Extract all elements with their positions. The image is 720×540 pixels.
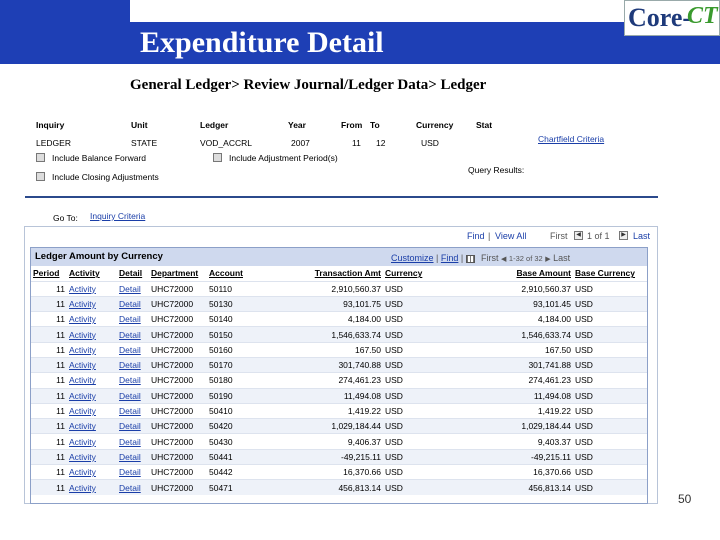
cell-base-currency: USD xyxy=(573,388,647,403)
cell-base-amount: 1,419.22 xyxy=(441,403,573,418)
cell-department: UHC72000 xyxy=(149,403,207,418)
cell-transaction-amt: 1,419.22 xyxy=(259,403,383,418)
detail-link[interactable]: Detail xyxy=(117,281,149,296)
logo-core-text: Core- xyxy=(628,3,692,32)
value-currency: USD xyxy=(421,138,439,148)
balance-forward-label: Include Balance Forward xyxy=(52,153,147,163)
grid-tools: Customize | Find | xyxy=(391,253,475,263)
cell-base-currency: USD xyxy=(573,296,647,311)
detail-link[interactable]: Detail xyxy=(117,296,149,311)
cell-department: UHC72000 xyxy=(149,449,207,464)
header-inquiry: Inquiry xyxy=(36,120,65,130)
activity-link[interactable]: Activity xyxy=(67,434,117,449)
value-to: 12 xyxy=(376,138,386,148)
table-header-row xyxy=(31,266,647,281)
logo-ct-text: CT xyxy=(687,3,718,29)
next-arrow-icon[interactable]: ▶ xyxy=(619,231,628,240)
col-account[interactable]: Account xyxy=(207,266,259,281)
cell-department: UHC72000 xyxy=(149,480,207,495)
activity-link[interactable]: Activity xyxy=(67,449,117,464)
cell-base-amount: 4,184.00 xyxy=(441,312,573,327)
slide-left-accent xyxy=(0,0,130,64)
grid-title: Ledger Amount by Currency xyxy=(35,251,163,262)
grid-next-icon[interactable]: ▶ xyxy=(545,256,551,263)
detail-link[interactable]: Detail xyxy=(117,449,149,464)
cell-base-currency: USD xyxy=(573,449,647,464)
header-to: To xyxy=(370,120,380,130)
detail-link[interactable]: Detail xyxy=(117,327,149,342)
activity-link[interactable]: Activity xyxy=(67,357,117,372)
cell-department: UHC72000 xyxy=(149,388,207,403)
closing-adjustments-label: Include Closing Adjustments xyxy=(52,172,159,182)
activity-link[interactable]: Activity xyxy=(67,480,117,495)
cell-period: 11 xyxy=(31,419,67,434)
cell-department: UHC72000 xyxy=(149,327,207,342)
cell-currency: USD xyxy=(383,449,441,464)
col-base-currency[interactable]: Base Currency xyxy=(573,266,647,281)
cell-currency: USD xyxy=(383,465,441,480)
table-row xyxy=(31,312,647,327)
breadcrumb: General Ledger> Review Journal/Ledger Data> Ledger xyxy=(130,77,487,93)
cell-period: 11 xyxy=(31,480,67,495)
header-year: Year xyxy=(288,120,306,130)
cell-department: UHC72000 xyxy=(149,342,207,357)
detail-link[interactable]: Detail xyxy=(117,434,149,449)
col-currency[interactable]: Currency xyxy=(383,266,441,281)
cell-base-currency: USD xyxy=(573,480,647,495)
cell-base-amount: 1,546,633.74 xyxy=(441,327,573,342)
cell-period: 11 xyxy=(31,403,67,418)
table-row xyxy=(31,296,647,311)
section-divider xyxy=(25,196,658,198)
page-number: 50 xyxy=(678,492,692,506)
value-ledger: VOD_ACCRL xyxy=(200,138,252,148)
cell-currency: USD xyxy=(383,327,441,342)
balance-forward-checkbox[interactable] xyxy=(36,153,45,162)
cell-transaction-amt: 456,813.14 xyxy=(259,480,383,495)
table-row xyxy=(31,373,647,388)
cell-account: 50190 xyxy=(207,388,259,403)
chartfield-criteria-link[interactable]: Chartfield Criteria xyxy=(538,134,605,144)
customize-link[interactable]: Customize xyxy=(391,253,434,263)
cell-currency: USD xyxy=(383,373,441,388)
cell-transaction-amt: -49,215.11 xyxy=(259,449,383,464)
cell-department: UHC72000 xyxy=(149,281,207,296)
cell-transaction-amt: 16,370.66 xyxy=(259,465,383,480)
table-row xyxy=(31,403,647,418)
cell-base-currency: USD xyxy=(573,434,647,449)
detail-link[interactable]: Detail xyxy=(117,312,149,327)
col-period[interactable]: Period xyxy=(31,266,67,281)
table-row xyxy=(31,465,647,480)
cell-base-amount: 456,813.14 xyxy=(441,480,573,495)
download-icon[interactable] xyxy=(466,255,475,263)
cell-base-amount: -49,215.11 xyxy=(441,449,573,464)
cell-account: 50441 xyxy=(207,449,259,464)
cell-base-amount: 16,370.66 xyxy=(441,465,573,480)
table-row xyxy=(31,357,647,372)
cell-period: 11 xyxy=(31,296,67,311)
cell-currency: USD xyxy=(383,419,441,434)
grid-pager xyxy=(481,253,570,263)
slide-title: Expenditure Detail xyxy=(140,26,384,59)
value-from: 11 xyxy=(352,138,361,148)
cell-base-currency: USD xyxy=(573,327,647,342)
cell-transaction-amt: 9,406.37 xyxy=(259,434,383,449)
activity-link[interactable]: Activity xyxy=(67,373,117,388)
cell-transaction-amt: 11,494.08 xyxy=(259,388,383,403)
cell-base-currency: USD xyxy=(573,342,647,357)
cell-transaction-amt: 167.50 xyxy=(259,342,383,357)
cell-account: 50420 xyxy=(207,419,259,434)
detail-link[interactable]: Detail xyxy=(117,419,149,434)
nav-count: 1 of 1 xyxy=(587,231,610,241)
cell-department: UHC72000 xyxy=(149,373,207,388)
cell-account: 50140 xyxy=(207,312,259,327)
cell-base-currency: USD xyxy=(573,357,647,372)
cell-period: 11 xyxy=(31,373,67,388)
value-unit: STATE xyxy=(131,138,158,148)
first-label[interactable]: First xyxy=(550,231,568,241)
cell-department: UHC72000 xyxy=(149,357,207,372)
table-row xyxy=(31,388,647,403)
cell-transaction-amt: 274,461.23 xyxy=(259,373,383,388)
detail-link[interactable]: Detail xyxy=(117,388,149,403)
grid-first[interactable]: First xyxy=(481,253,499,263)
cell-currency: USD xyxy=(383,342,441,357)
header-from: From xyxy=(341,120,363,130)
cell-account: 50160 xyxy=(207,342,259,357)
nav-separator: | xyxy=(488,231,491,241)
table-row xyxy=(31,419,647,434)
col-base-amount[interactable]: Base Amount xyxy=(441,266,573,281)
cell-base-currency: USD xyxy=(573,403,647,418)
cell-period: 11 xyxy=(31,434,67,449)
activity-link[interactable]: Activity xyxy=(67,419,117,434)
cell-base-amount: 301,741.88 xyxy=(441,357,573,372)
cell-transaction-amt: 1,546,633.74 xyxy=(259,327,383,342)
activity-link[interactable]: Activity xyxy=(67,342,117,357)
cell-account: 50430 xyxy=(207,434,259,449)
query-results-label: Query Results: xyxy=(468,165,525,175)
results-nav-bar xyxy=(25,228,657,244)
cell-department: UHC72000 xyxy=(149,465,207,480)
grid-prev-icon[interactable]: ◀ xyxy=(501,256,507,263)
cell-base-currency: USD xyxy=(573,281,647,296)
detail-link[interactable]: Detail xyxy=(117,342,149,357)
table-row xyxy=(31,327,647,342)
detail-link[interactable]: Detail xyxy=(117,403,149,418)
value-inquiry: LEDGER xyxy=(36,138,71,148)
ledger-grid xyxy=(30,247,648,504)
cell-currency: USD xyxy=(383,357,441,372)
cell-base-amount: 93,101.45 xyxy=(441,296,573,311)
cell-base-amount: 11,494.08 xyxy=(441,388,573,403)
header-currency: Currency xyxy=(416,120,454,130)
detail-link[interactable]: Detail xyxy=(117,465,149,480)
prev-arrow-icon[interactable]: ◀ xyxy=(574,231,583,240)
cell-base-amount: 1,029,184.44 xyxy=(441,419,573,434)
last-label[interactable]: Last xyxy=(633,231,651,241)
table-row xyxy=(31,434,647,449)
table-body xyxy=(31,281,647,495)
cell-base-currency: USD xyxy=(573,373,647,388)
cell-base-amount: 2,910,560.37 xyxy=(441,281,573,296)
inquiry-criteria-link[interactable]: Inquiry Criteria xyxy=(90,211,146,221)
cell-transaction-amt: 301,740.88 xyxy=(259,357,383,372)
activity-link[interactable]: Activity xyxy=(67,327,117,342)
header-ledger: Ledger xyxy=(200,120,229,130)
cell-base-currency: USD xyxy=(573,419,647,434)
find-link[interactable]: Find xyxy=(467,231,485,241)
table-row xyxy=(31,449,647,464)
cell-transaction-amt: 4,184.00 xyxy=(259,312,383,327)
cell-period: 11 xyxy=(31,281,67,296)
cell-base-amount: 9,403.37 xyxy=(441,434,573,449)
adjustment-periods-checkbox[interactable] xyxy=(213,153,222,162)
cell-currency: USD xyxy=(383,403,441,418)
activity-link[interactable]: Activity xyxy=(67,403,117,418)
cell-period: 11 xyxy=(31,388,67,403)
cell-currency: USD xyxy=(383,480,441,495)
header-unit: Unit xyxy=(131,120,148,130)
cell-currency: USD xyxy=(383,296,441,311)
table-row xyxy=(31,281,647,296)
cell-currency: USD xyxy=(383,434,441,449)
activity-link[interactable]: Activity xyxy=(67,465,117,480)
grid-last[interactable]: Last xyxy=(553,253,571,263)
col-detail[interactable]: Detail xyxy=(117,266,149,281)
cell-account: 50150 xyxy=(207,327,259,342)
cell-base-currency: USD xyxy=(573,465,647,480)
activity-link[interactable]: Activity xyxy=(67,296,117,311)
core-ct-logo xyxy=(624,0,720,36)
value-year: 2007 xyxy=(291,138,310,148)
adjustment-periods-label: Include Adjustment Period(s) xyxy=(229,153,338,163)
cell-account: 50130 xyxy=(207,296,259,311)
col-activity[interactable]: Activity xyxy=(67,266,117,281)
ledger-table xyxy=(31,266,647,495)
cell-account: 50170 xyxy=(207,357,259,372)
cell-period: 11 xyxy=(31,312,67,327)
cell-period: 11 xyxy=(31,449,67,464)
detail-link[interactable]: Detail xyxy=(117,480,149,495)
cell-account: 50410 xyxy=(207,403,259,418)
cell-currency: USD xyxy=(383,281,441,296)
activity-link[interactable]: Activity xyxy=(67,281,117,296)
cell-period: 11 xyxy=(31,357,67,372)
col-transaction-amt[interactable]: Transaction Amt xyxy=(259,266,383,281)
detail-link[interactable]: Detail xyxy=(117,357,149,372)
grid-find-link[interactable]: Find xyxy=(440,253,459,263)
activity-link[interactable]: Activity xyxy=(67,388,117,403)
table-row xyxy=(31,342,647,357)
cell-transaction-amt: 2,910,560.37 xyxy=(259,281,383,296)
cell-period: 11 xyxy=(31,342,67,357)
grid-count: 1-32 of 32 xyxy=(508,254,543,263)
detail-link[interactable]: Detail xyxy=(117,373,149,388)
cell-department: UHC72000 xyxy=(149,434,207,449)
cell-department: UHC72000 xyxy=(149,296,207,311)
cell-account: 50442 xyxy=(207,465,259,480)
table-row xyxy=(31,480,647,495)
cell-base-currency: USD xyxy=(573,312,647,327)
cell-account: 50471 xyxy=(207,480,259,495)
cell-period: 11 xyxy=(31,465,67,480)
cell-currency: USD xyxy=(383,312,441,327)
cell-transaction-amt: 1,029,184.44 xyxy=(259,419,383,434)
cell-account: 50180 xyxy=(207,373,259,388)
cell-currency: USD xyxy=(383,388,441,403)
cell-base-amount: 274,461.23 xyxy=(441,373,573,388)
cell-department: UHC72000 xyxy=(149,312,207,327)
view-all-link[interactable]: View All xyxy=(495,231,527,241)
activity-link[interactable]: Activity xyxy=(67,312,117,327)
col-department[interactable]: Department xyxy=(149,266,207,281)
closing-adjustments-checkbox[interactable] xyxy=(36,172,45,181)
grid-title-bar xyxy=(31,248,647,266)
goto-label: Go To: xyxy=(53,213,78,223)
cell-department: UHC72000 xyxy=(149,419,207,434)
header-stat: Stat xyxy=(476,120,493,130)
cell-account: 50110 xyxy=(207,281,259,296)
cell-transaction-amt: 93,101.75 xyxy=(259,296,383,311)
cell-period: 11 xyxy=(31,327,67,342)
cell-base-amount: 167.50 xyxy=(441,342,573,357)
